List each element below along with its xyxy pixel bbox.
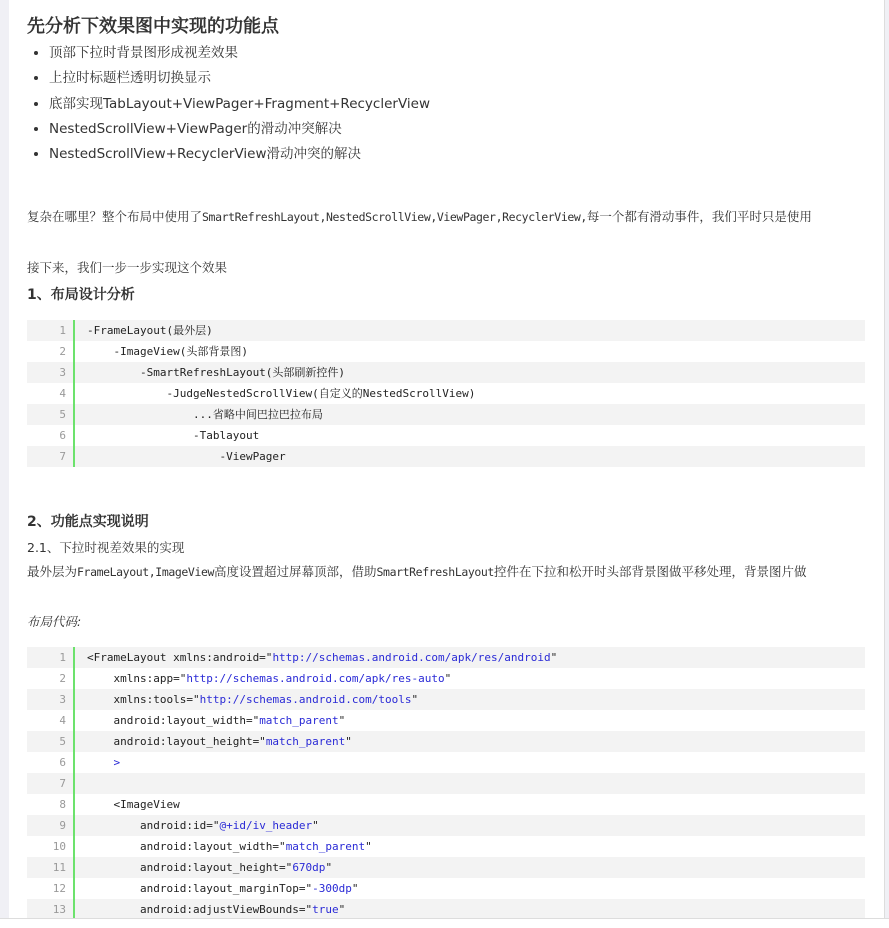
code-line	[27, 362, 865, 383]
layout-code-label: 布局代码:	[27, 614, 82, 629]
code-part: xmlns:app="	[87, 672, 187, 685]
string-literal: -300dp	[312, 882, 352, 895]
line-number: 12	[27, 878, 75, 899]
code-text	[75, 383, 475, 404]
code-line	[27, 647, 865, 668]
code-text	[75, 689, 418, 710]
code-part: -Tablayout	[87, 429, 260, 442]
code-part: <FrameLayout xmlns:android="	[87, 651, 273, 664]
line-number: 2	[27, 341, 75, 362]
left-gutter	[0, 0, 9, 928]
line-number: 6	[27, 752, 75, 773]
code-text	[75, 752, 120, 773]
code-part: "	[351, 882, 359, 895]
code-block-layout-tree	[27, 320, 865, 467]
text: SmartRefreshLayout	[376, 565, 494, 579]
line-number: 3	[27, 362, 75, 383]
code-part: android:layout_marginTop="	[87, 882, 313, 895]
code-text	[75, 446, 286, 467]
section-heading-features: 2、功能点实现说明	[27, 514, 149, 530]
text: 每一个都有滑动事件，我们平时只是使用	[586, 209, 812, 224]
code-line	[27, 404, 865, 425]
code-text	[75, 668, 451, 689]
code-part: "	[444, 672, 452, 685]
line-number: 13	[27, 899, 75, 920]
subsection-heading: 2.1、下拉时视差效果的实现	[27, 540, 185, 555]
string-literal: >	[113, 756, 121, 769]
code-part: ...省略中间巴拉巴拉布局	[87, 408, 323, 421]
code-part: "	[345, 735, 352, 748]
code-text	[75, 425, 259, 446]
text: SmartRefreshLayout,NestedScrollView,ViewPager,RecyclerView,	[202, 210, 587, 224]
string-literal: match_parent	[265, 735, 346, 748]
code-text	[75, 773, 87, 794]
code-part: android:layout_width="	[87, 714, 260, 727]
code-part: "	[550, 651, 558, 664]
code-part: android:layout_height="	[87, 735, 266, 748]
text: FrameLayout,ImageView	[77, 565, 215, 579]
code-part: "	[365, 840, 372, 853]
string-literal: http://schemas.android.com/tools	[199, 693, 412, 706]
code-part: -ViewPager	[87, 450, 286, 463]
code-part: android:id="	[87, 819, 220, 832]
line-number: 7	[27, 773, 75, 794]
code-text	[75, 731, 352, 752]
line-number: 5	[27, 731, 75, 752]
text: 复杂在哪里？整个布局中使用了	[27, 209, 203, 224]
code-text	[75, 857, 332, 878]
code-part: -FrameLayout(最外层)	[87, 324, 213, 337]
line-number: 1	[27, 320, 75, 341]
text: 最外层为	[27, 564, 78, 579]
code-line	[27, 857, 865, 878]
code-line	[27, 731, 865, 752]
scrollbar[interactable]	[884, 0, 889, 928]
string-literal: http://schemas.android.com/apk/res-auto	[186, 672, 445, 685]
line-number: 4	[27, 710, 75, 731]
code-line	[27, 773, 865, 794]
list-item: • NestedScrollView+RecyclerView滑动冲突的解决	[49, 144, 430, 169]
string-literal: true	[312, 903, 339, 916]
code-line	[27, 836, 865, 857]
code-line	[27, 815, 865, 836]
code-text	[75, 404, 323, 425]
article-heading: 先分析下效果图中实现的功能点	[27, 16, 279, 37]
code-part: <ImageView	[87, 798, 180, 811]
line-number: 9	[27, 815, 75, 836]
line-number: 3	[27, 689, 75, 710]
code-line	[27, 689, 865, 710]
string-literal: match_parent	[285, 840, 366, 853]
line-number: 8	[27, 794, 75, 815]
code-text	[75, 878, 359, 899]
code-line	[27, 668, 865, 689]
code-text	[75, 710, 345, 731]
code-part: "	[325, 861, 333, 874]
code-part: "	[312, 819, 319, 832]
code-line	[27, 383, 865, 404]
list-item: • 顶部下拉时背景图形成视差效果	[49, 43, 430, 68]
code-line	[27, 752, 865, 773]
string-literal: http://schemas.android.com/apk/res/android	[272, 651, 551, 664]
bottom-bar	[0, 918, 889, 928]
string-literal: 670dp	[292, 861, 326, 874]
code-block-xml	[27, 647, 865, 920]
code-part: "	[338, 714, 346, 727]
code-line	[27, 710, 865, 731]
line-number: 1	[27, 647, 75, 668]
code-text	[75, 647, 557, 668]
list-item: • 底部实现TabLayout+ViewPager+Fragment+RecyclerView	[49, 94, 430, 119]
code-text	[75, 341, 248, 362]
code-line	[27, 794, 865, 815]
section-heading-layout: 1、布局设计分析	[27, 287, 135, 303]
code-part: "	[411, 693, 419, 706]
string-literal: @+id/iv_header	[219, 819, 313, 832]
code-part: android:layout_height="	[87, 861, 293, 874]
code-part: -JudgeNestedScrollView(自定义的NestedScrollView)	[87, 387, 476, 400]
code-part: android:adjustViewBounds="	[87, 903, 313, 916]
code-line	[27, 425, 865, 446]
code-text	[75, 362, 345, 383]
line-number: 10	[27, 836, 75, 857]
line-number: 4	[27, 383, 75, 404]
code-part: -SmartRefreshLayout(头部刷新控件)	[87, 366, 346, 379]
feature-list	[49, 43, 430, 169]
code-line	[27, 899, 865, 920]
line-number: 5	[27, 404, 75, 425]
code-line	[27, 341, 865, 362]
text: 高度设置超过屏幕顶部，借助	[214, 564, 377, 579]
code-text	[75, 899, 345, 920]
line-number: 6	[27, 425, 75, 446]
complexity-paragraph	[27, 207, 812, 225]
code-line	[27, 878, 865, 899]
code-part: android:layout_width="	[87, 840, 286, 853]
code-text	[75, 836, 372, 857]
parallax-paragraph	[27, 562, 806, 580]
code-text	[75, 794, 180, 815]
code-part: -ImageView(头部背景图)	[87, 345, 248, 358]
list-item: • 上拉时标题栏透明切换显示	[49, 68, 430, 93]
text: 控件在下拉和松开时头部背景图做平移处理，背景图片做	[493, 564, 807, 579]
code-part	[87, 756, 114, 769]
line-number: 2	[27, 668, 75, 689]
line-number: 7	[27, 446, 75, 467]
code-part: xmlns:tools="	[87, 693, 200, 706]
line-number: 11	[27, 857, 75, 878]
list-item: • NestedScrollView+ViewPager的滑动冲突解决	[49, 119, 430, 144]
code-part: "	[338, 903, 346, 916]
string-literal: match_parent	[259, 714, 339, 727]
next-steps-paragraph: 接下来，我们一步一步实现这个效果	[27, 260, 228, 275]
code-line	[27, 446, 865, 467]
code-text	[75, 320, 213, 341]
code-text	[75, 815, 319, 836]
code-line	[27, 320, 865, 341]
